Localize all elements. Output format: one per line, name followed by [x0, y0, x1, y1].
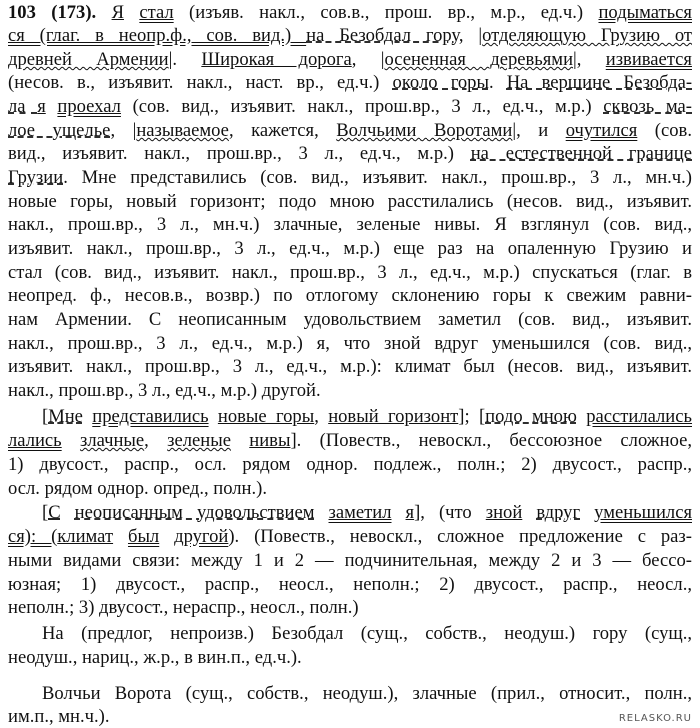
watermark: RELASKO.RU: [618, 713, 692, 724]
subject-word: зной: [485, 502, 523, 523]
participle-phrase: Волчьими Воротами: [336, 120, 513, 141]
participle-word: называемое: [136, 120, 229, 141]
text-line: ла я проехал (сов. вид., изъявит. накл., прош.вр., 3 л., ед.ч., м.р.) сквозь ма-: [8, 96, 692, 117]
adverbial-phrase: на естественной границе: [470, 143, 692, 164]
predicate-word: уменьшился: [594, 502, 692, 523]
text-line: накл., прош.вр., 3 л., ед.ч., м.р.) я, что зной вдруг уменьшился (сов. вид.,: [8, 333, 692, 354]
text-line: вид., изъявит. накл., прош.вр., 3 л., ед.ч., м.р.) на естественной границе: [8, 143, 692, 164]
subject-phrase: новые горы: [217, 406, 315, 427]
text-line: нам Армении. С неописанным удовольствием заметил (сов. вид., изъявит.: [8, 309, 692, 330]
predicate-word: проехал: [57, 96, 121, 117]
text-line: лались злачные, зеленые нивы]. (Повеств., невоскл., бессоюзное сложное,: [8, 430, 692, 451]
text-line: накл., прош.вр., 3 л., ед.ч., м.р.) другой.: [8, 380, 321, 401]
adverbial-phrase: около горы: [392, 72, 489, 93]
predicate-word: расстилались: [586, 406, 692, 427]
text-line: ся): (климат был другой). (Повеств., невоскл., сложное предложение с раз-: [8, 526, 692, 547]
text-line: 103 (173). Я стал (изъяв. накл., сов.в., прош. вр., м.р., ед.ч.) подыматься: [8, 2, 692, 23]
text-line: 1) двусост., распр., осл. рядом однор. подлеж., полн.; 2) двусост., распр.,: [8, 454, 692, 475]
predicate-word: был: [127, 526, 160, 547]
predicate-word: представились: [92, 406, 209, 427]
text-line: неполн.; 3) двусост., нераспр., неосл., полн.): [8, 597, 359, 618]
predicate-word: очутился: [565, 120, 638, 141]
participle-phrase: отделяющую Грузию от: [482, 25, 692, 46]
text-line: новые горы, новый горизонт; подо мною расстилались (несов. вид., изъявит.: [8, 191, 692, 212]
subject-phrase: Широкая дорога: [201, 49, 352, 70]
text-line: Волчьи Ворота (сущ., собств., неодуш.), злачные (прил., относит., полн.,: [42, 683, 692, 704]
adverbial-phrase: сквозь ма-: [603, 96, 692, 117]
subject-word: я: [405, 502, 415, 523]
text-line: (несов. в., изъявит. накл., наст. вр., ед.ч.) около горы. На вершине Безобда-: [8, 72, 692, 93]
exercise-number: 103 (173).: [8, 2, 97, 23]
text-line: изъявит. накл., прош.вр., 3 л., ед.ч., м.р.): климат был (несов. вид., изъявит.: [8, 356, 692, 377]
participle-phrase: осененная деревьями: [384, 49, 574, 70]
predicate-word: заметил: [328, 502, 392, 523]
adverbial-phrase: на Безобдал гору: [306, 25, 459, 46]
predicate-word: стал: [139, 2, 174, 23]
text-line: накл., прош.вр., 3 л., мн.ч.) злачные, зеленые нивы. Я взглянул (сов. вид.,: [8, 214, 692, 235]
subject-word: Я: [111, 2, 124, 23]
text-line: На (предлог, непроизв.) Безобдал (сущ., собств., неодуш.) гору (сущ.,: [42, 623, 692, 644]
predicate-word: подыматься: [598, 2, 692, 23]
predicate-word: извивается: [605, 49, 692, 70]
text-line: лое ущелье, |называемое, кажется, Волчьими Воротами|, и очутился (сов.: [8, 120, 692, 141]
text-line: осл. рядом однор. опред., полн.).: [8, 478, 267, 499]
text-line: им.п., мн.ч.).: [8, 706, 110, 727]
text-line: [Мне представились новые горы, новый горизонт]; [подо мною расстилались: [42, 406, 692, 427]
predicate-word: другой: [174, 526, 229, 547]
text-line: юзная; 1) двусост., распр., неосл., неполн.; 2) двусост., распр., неосл.,: [8, 574, 692, 595]
text-line: ся (глаг. в неопр.ф., сов. вид.) на Безобдал гору, |отделяющую Грузию от: [8, 25, 692, 46]
subject-word: я: [37, 96, 46, 117]
subject-phrase: новый горизонт: [328, 406, 459, 427]
text-line: стал (сов. вид., изъявит. накл., прош.вр., 3 л., ед.ч., м.р.) спускаться (глаг. в: [8, 262, 692, 283]
text-line: ными видами связи: между 1 и 2 — подчинительная, между 2 и 3 — бессо-: [8, 550, 692, 571]
subject-word: нивы: [249, 430, 291, 451]
subject-word: климат: [57, 526, 114, 547]
text-line: [С неописанным удовольствием заметил я], (что зной вдруг уменьшился: [42, 502, 692, 523]
text-line: древней Армении|. Широкая дорога, |осененная деревьями|, извивается: [8, 49, 692, 70]
text-line: изъявит. накл., прош.вр., 3 л., ед.ч., м.р.) еще раз на опаленную Грузию и: [8, 238, 692, 259]
text-line: Грузии. Мне представились (сов. вид., изъявит. накл., прош.вр., 3 л., мн.ч.): [8, 167, 692, 188]
text-line: неопред. ф., несов.в., возвр.) по отлогому склонению горы к свежим равни-: [8, 285, 692, 306]
text-line: неодуш., нариц., ж.р., в вин.п., ед.ч.).: [8, 647, 302, 668]
adverbial-phrase: На вершине Безобда-: [506, 72, 692, 93]
